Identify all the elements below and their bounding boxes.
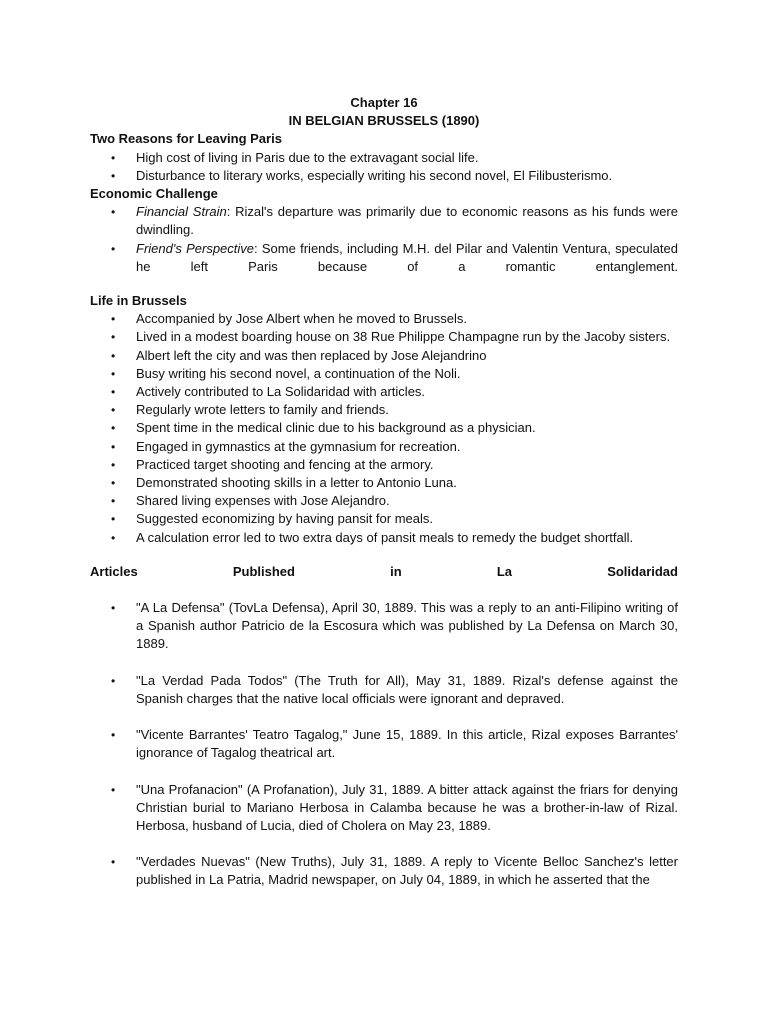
list-item: [90, 672, 678, 708]
list-item-text: "Una Profanacion" (A Profanation), July 31, 1889. A bitter attack against the friars for denying Christian burial to Mariano Herbosa in Calamba because he was a brother-in-law of Rizal. Herbosa, husband of Lucia, died of Cholera on May 23, 1889.: [136, 781, 678, 833]
bullet-icon: •: [111, 205, 116, 220]
list-item-text: Shared living expenses with Jose Alejandro.: [136, 493, 390, 509]
list-item-text: Regularly wrote letters to family and friends.: [136, 402, 389, 418]
list-item: [90, 853, 678, 889]
section-heading-articles: [90, 563, 678, 581]
list-item-text: : Rizal's departure was primarily due to economic reasons as his funds were dwindling.: [136, 204, 678, 238]
list-item: [90, 167, 678, 185]
list-item-label: Financial Strain: [136, 204, 227, 220]
document-page: [90, 94, 678, 908]
section-heading-reasons: Two Reasons for Leaving Paris: [90, 131, 282, 147]
list-item-text: Albert left the city and was then replaced by Jose Alejandrino: [136, 347, 487, 363]
bullet-icon: •: [111, 439, 116, 454]
life-list: [90, 310, 678, 547]
bullet-icon: •: [111, 421, 116, 436]
heading-word: Published: [232, 563, 295, 579]
list-item-text: Disturbance to literary works, especially writing his second novel, El Filibusterismo.: [136, 167, 613, 183]
list-item: [90, 365, 678, 383]
heading-word: La: [496, 563, 513, 579]
list-item: [90, 401, 678, 419]
list-item-text: "La Verdad Pada Todos" (The Truth for All), May 31, 1889. Rizal's defense against the Spanish charges that the native local officials were ignorant and depraved.: [136, 672, 678, 706]
bullet-icon: •: [111, 530, 116, 545]
list-item-text: Engaged in gymnastics at the gymnasium for recreation.: [136, 438, 461, 454]
list-item-text: Accompanied by Jose Albert when he moved to Brussels.: [136, 311, 467, 327]
list-item-text: : Some friends, including M.H. del Pilar and Valentin Ventura, speculated he left Paris because of a romantic entanglement.: [136, 240, 678, 274]
bullet-icon: •: [111, 476, 116, 491]
list-item: [90, 599, 678, 654]
list-item-text: Demonstrated shooting skills in a letter to Antonio Luna.: [136, 475, 457, 491]
bullet-icon: •: [111, 601, 116, 616]
list-item: [90, 438, 678, 456]
bullet-icon: •: [111, 728, 116, 743]
bullet-icon: •: [111, 312, 116, 327]
list-item: [90, 456, 678, 474]
chapter-title: IN BELGIAN BRUSSELS (1890): [288, 113, 480, 129]
bullet-icon: •: [111, 330, 116, 345]
list-item-text: Practiced target shooting and fencing at the armory.: [136, 456, 434, 472]
list-item-text: Spent time in the medical clinic due to his background as a physician.: [136, 420, 536, 436]
list-item: [90, 726, 678, 762]
bullet-icon: •: [111, 348, 116, 363]
bullet-icon: •: [111, 168, 116, 183]
bullet-icon: •: [111, 385, 116, 400]
list-item-text: "A La Defensa" (TovLa Defensa), April 30, 1889. This was a reply to an anti-Filipino writing of a Spanish author Patricio de la Escosura which was published by La Defensa on March 30, 1889.: [136, 600, 678, 652]
list-item-text: Lived in a modest boarding house on 38 Rue Philippe Champagne run by the Jacoby sisters.: [136, 329, 671, 345]
bullet-icon: •: [111, 855, 116, 870]
list-item: [90, 203, 678, 239]
list-item: [90, 529, 678, 547]
heading-word: Solidaridad: [607, 563, 678, 579]
list-item: [90, 347, 678, 365]
list-item-text: High cost of living in Paris due to the extravagant social life.: [136, 149, 479, 165]
bullet-icon: •: [111, 512, 116, 527]
list-item-text: "Vicente Barrantes' Teatro Tagalog," June 15, 1889. In this article, Rizal exposes Barrantes' ignorance of Tagalog theatrical art.: [136, 727, 678, 761]
bullet-icon: •: [111, 241, 116, 256]
list-item: [90, 419, 678, 437]
chapter-number: Chapter 16: [350, 95, 418, 110]
heading-word: in: [390, 563, 402, 579]
economic-list: [90, 203, 678, 276]
blank-line: [90, 276, 678, 292]
list-item: [90, 310, 678, 328]
list-item: [90, 474, 678, 492]
list-item: [90, 492, 678, 510]
bullet-icon: •: [111, 457, 116, 472]
blank-line: [90, 547, 678, 563]
bullet-icon: •: [111, 366, 116, 381]
list-item-text: A calculation error led to two extra days of pansit meals to remedy the budget shortfall.: [136, 529, 634, 545]
list-item-text: Busy writing his second novel, a continuation of the Noli.: [136, 365, 461, 381]
section-heading-life: Life in Brussels: [90, 293, 187, 309]
blank-line: [90, 581, 678, 599]
bullet-icon: •: [111, 782, 116, 797]
list-item-text: "Verdades Nuevas" (New Truths), July 31, 1889. A reply to Vicente Belloc Sanchez's letter published in La Patria, Madrid newspaper, on July 04, 1889, in which he asserted that the: [136, 854, 678, 888]
bullet-icon: •: [111, 150, 116, 165]
list-item: [90, 240, 678, 276]
section-heading-economic: Economic Challenge: [90, 186, 218, 202]
list-item: [90, 781, 678, 836]
bullet-icon: •: [111, 673, 116, 688]
bullet-icon: •: [111, 494, 116, 509]
list-item: [90, 149, 678, 167]
bullet-icon: •: [111, 403, 116, 418]
articles-list: [90, 599, 678, 889]
list-item-text: Actively contributed to La Solidaridad with articles.: [136, 384, 426, 400]
list-item-text: Suggested economizing by having pansit for meals.: [136, 511, 434, 527]
list-item-label: Friend's Perspective: [136, 240, 255, 256]
reasons-list: [90, 149, 678, 185]
list-item: [90, 510, 678, 528]
heading-word: Articles: [90, 563, 138, 579]
list-item: [90, 383, 678, 401]
list-item: [90, 328, 678, 346]
